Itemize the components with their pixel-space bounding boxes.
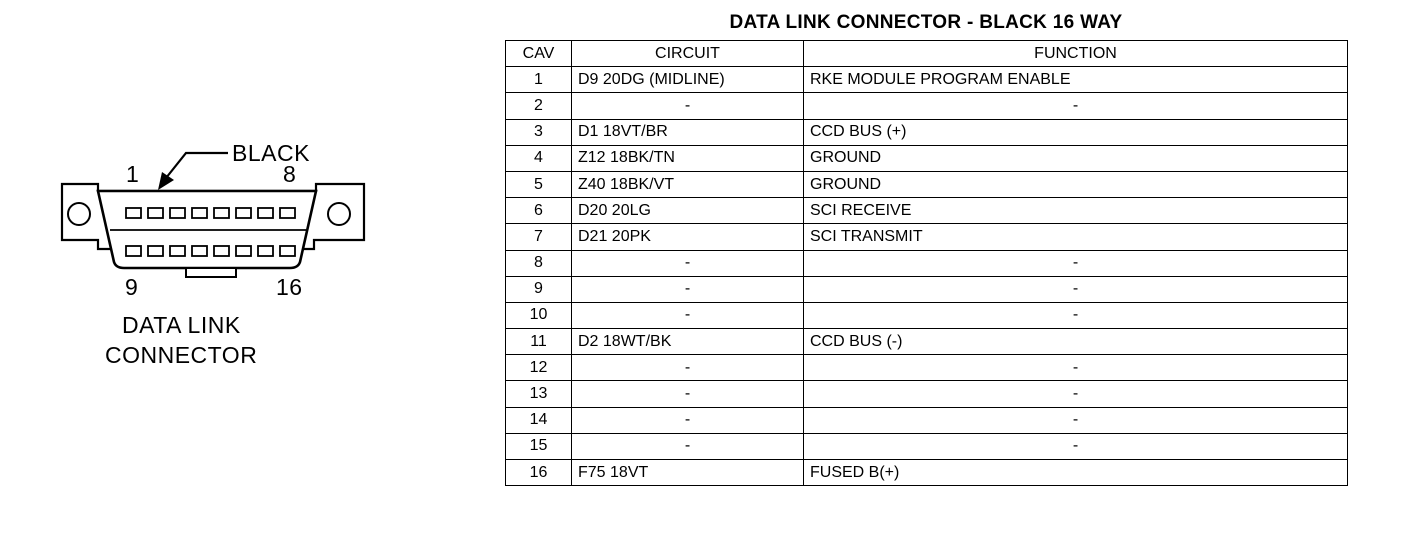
- table-row: [506, 433, 1348, 459]
- table-header-row: [506, 41, 1348, 67]
- pin-label-1: 1: [126, 161, 140, 187]
- cav-cell: 15: [506, 433, 572, 459]
- circuit-cell: -: [572, 355, 804, 381]
- caption-line-1: DATA LINK: [122, 312, 241, 338]
- circuit-cell: -: [572, 276, 804, 302]
- table-row: [506, 302, 1348, 328]
- pin-cavity-3: [170, 208, 185, 218]
- function-cell: GROUND: [804, 171, 1348, 197]
- circuit-cell: -: [572, 302, 804, 328]
- circuit-cell: -: [572, 407, 804, 433]
- function-cell: GROUND: [804, 145, 1348, 171]
- function-cell: SCI TRANSMIT: [804, 224, 1348, 250]
- pin-label-8: 8: [283, 161, 297, 187]
- table-row: [506, 276, 1348, 302]
- cav-cell: 14: [506, 407, 572, 433]
- pin-cavity-16: [280, 246, 295, 256]
- pin-cavity-9: [126, 246, 141, 256]
- table-row: [506, 224, 1348, 250]
- circuit-cell: -: [572, 381, 804, 407]
- circuit-cell: Z12 18BK/TN: [572, 145, 804, 171]
- function-cell: -: [804, 93, 1348, 119]
- function-cell: CCD BUS (+): [804, 119, 1348, 145]
- circuit-cell: D20 20LG: [572, 198, 804, 224]
- black-leader-line: [166, 153, 228, 178]
- pin-cavity-6: [236, 208, 251, 218]
- function-cell: -: [804, 250, 1348, 276]
- pin-cavity-13: [214, 246, 229, 256]
- circuit-cell: D1 18VT/BR: [572, 119, 804, 145]
- pin-label-9: 9: [125, 274, 139, 300]
- connector-drawing: [0, 0, 480, 548]
- circuit-cell: F75 18VT: [572, 460, 804, 486]
- cav-cell: 10: [506, 302, 572, 328]
- function-cell: -: [804, 433, 1348, 459]
- header-circuit: CIRCUIT: [572, 41, 804, 67]
- pin-cavity-11: [170, 246, 185, 256]
- function-cell: -: [804, 276, 1348, 302]
- black-arrowhead: [158, 172, 174, 190]
- table-row: [506, 329, 1348, 355]
- cav-cell: 16: [506, 460, 572, 486]
- right-mounting-hole: [328, 203, 350, 225]
- pin-cavity-10: [148, 246, 163, 256]
- circuit-cell: -: [572, 433, 804, 459]
- circuit-cell: Z40 18BK/VT: [572, 171, 804, 197]
- table-row: [506, 355, 1348, 381]
- cav-cell: 2: [506, 93, 572, 119]
- table-row: [506, 407, 1348, 433]
- circuit-cell: D9 20DG (MIDLINE): [572, 67, 804, 93]
- caption-line-2: CONNECTOR: [105, 342, 258, 368]
- function-cell: -: [804, 302, 1348, 328]
- function-cell: CCD BUS (-): [804, 329, 1348, 355]
- pin-cavity-14: [236, 246, 251, 256]
- pin-table: [505, 40, 1348, 486]
- cav-cell: 9: [506, 276, 572, 302]
- pin-cavity-15: [258, 246, 273, 256]
- table-row: [506, 460, 1348, 486]
- function-cell: FUSED B(+): [804, 460, 1348, 486]
- connector-diagram: [0, 0, 480, 548]
- circuit-cell: D2 18WT/BK: [572, 329, 804, 355]
- cav-cell: 8: [506, 250, 572, 276]
- header-function: FUNCTION: [804, 41, 1348, 67]
- circuit-cell: -: [572, 250, 804, 276]
- cav-cell: 13: [506, 381, 572, 407]
- function-cell: -: [804, 407, 1348, 433]
- function-cell: -: [804, 381, 1348, 407]
- circuit-cell: D21 20PK: [572, 224, 804, 250]
- pin-cavity-12: [192, 246, 207, 256]
- cav-cell: 5: [506, 171, 572, 197]
- cav-cell: 6: [506, 198, 572, 224]
- pin-cavity-5: [214, 208, 229, 218]
- cav-cell: 7: [506, 224, 572, 250]
- table-row: [506, 93, 1348, 119]
- cav-cell: 3: [506, 119, 572, 145]
- pin-cavity-7: [258, 208, 273, 218]
- table-row: [506, 381, 1348, 407]
- cav-cell: 1: [506, 67, 572, 93]
- table-row: [506, 119, 1348, 145]
- function-cell: -: [804, 355, 1348, 381]
- function-cell: SCI RECEIVE: [804, 198, 1348, 224]
- table-row: [506, 198, 1348, 224]
- table-row: [506, 171, 1348, 197]
- pin-cavity-8: [280, 208, 295, 218]
- table-row: [506, 250, 1348, 276]
- function-cell: RKE MODULE PROGRAM ENABLE: [804, 67, 1348, 93]
- pin-cavity-2: [148, 208, 163, 218]
- pin-cavity-1: [126, 208, 141, 218]
- pin-cavity-4: [192, 208, 207, 218]
- circuit-cell: -: [572, 93, 804, 119]
- keying-tab: [186, 268, 236, 277]
- left-mounting-hole: [68, 203, 90, 225]
- label-black: BLACK: [232, 140, 310, 166]
- table-title: DATA LINK CONNECTOR - BLACK 16 WAY: [729, 12, 1123, 33]
- cav-cell: 11: [506, 329, 572, 355]
- header-cav: CAV: [506, 41, 572, 67]
- pin-label-16: 16: [276, 274, 303, 300]
- cav-cell: 4: [506, 145, 572, 171]
- table-row: [506, 145, 1348, 171]
- table-row: [506, 67, 1348, 93]
- cav-cell: 12: [506, 355, 572, 381]
